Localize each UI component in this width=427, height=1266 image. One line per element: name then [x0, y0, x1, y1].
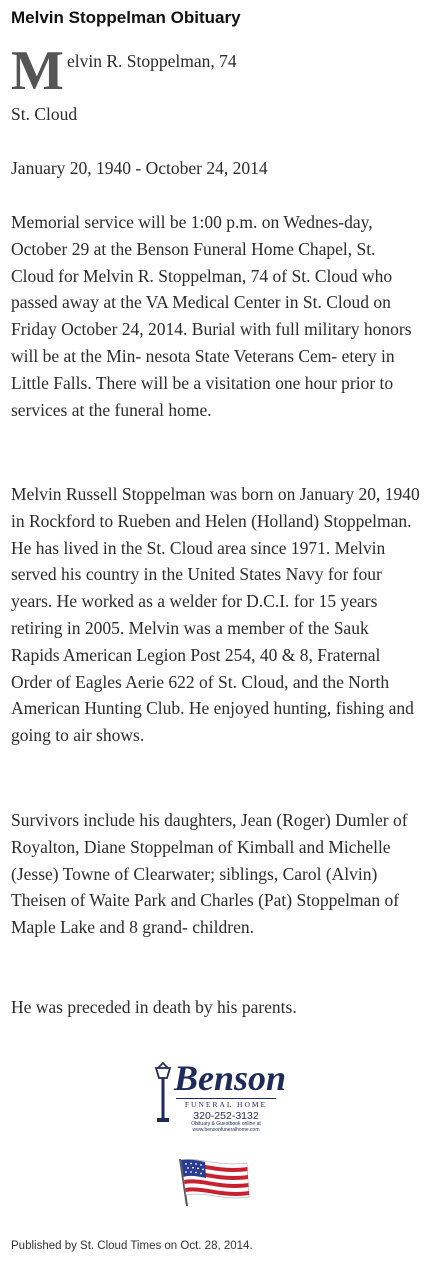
biography-paragraph: Melvin Russell Stoppelman was born on January 20, 1940 in Rockford to Rueben and Helen (Holland) Stoppelman. He has lived in the St. Cloud area since 1971. Melvin served his country in the United States Navy for four years. He worked as a welder for D.C.I. for 15 years retiring in 2005. Melvin was a member of the Sauk Rapids American Legion Post 254, 40 & 8, Fraternal Order of Eagles Aerie 622 of St. Cloud, and the North American Hunting Club. He enjoyed hunting, fishing and going to air shows.: [11, 484, 420, 746]
benson-funeral-home-logo: [152, 1058, 287, 1136]
logo-web-note: Obituary & Guestbook online at www.bensonfuneralhome.com: [191, 1121, 261, 1133]
logo-phone: 320-252-3132: [193, 1110, 259, 1122]
logo-subtitle: FUNERAL HOME: [176, 1098, 276, 1109]
published-by-line: Published by St. Cloud Times on Oct. 28, 2014.: [11, 1240, 253, 1252]
obituary-title: Melvin Stoppelman Obituary: [11, 8, 241, 27]
lamp-post-icon: [152, 1062, 174, 1124]
intro-name: elvin R. Stoppelman, 74: [67, 51, 237, 71]
dates-paragraph: January 20, 1940 - October 24, 2014: [11, 158, 268, 178]
intro-line: [11, 40, 421, 102]
survivors-paragraph: Survivors include his daughters, Jean (Roger) Dumler of Royalton, Diane Stoppelman of Kimball and Michelle (Jesse) Towne of Clearwater; siblings, Carol (Alvin) Theisen of Waite Park and Charles (Pat) Stoppelman of Maple Lake and 8 grand- children.: [11, 810, 408, 938]
american-flag-icon: [177, 1157, 251, 1207]
drop-cap-letter: M: [11, 40, 64, 102]
preceded-paragraph: He was preceded in death by his parents.: [11, 997, 297, 1017]
logo-name: Benson: [174, 1058, 287, 1098]
location-paragraph: St. Cloud: [11, 104, 78, 124]
memorial-service-paragraph: Memorial service will be 1:00 p.m. on Wednes-day, October 29 at the Benson Funeral Home Chapel, St. Cloud for Melvin R. Stoppelman, 74 of St. Cloud who passed away at the VA Medical Center in St. Cloud on Friday October 24, 2014. Burial with full military honors will be at the Min- nesota State Veterans Cem- etery in Little Falls. There will be a visitation one hour prior to services at the funeral home.: [11, 212, 412, 420]
